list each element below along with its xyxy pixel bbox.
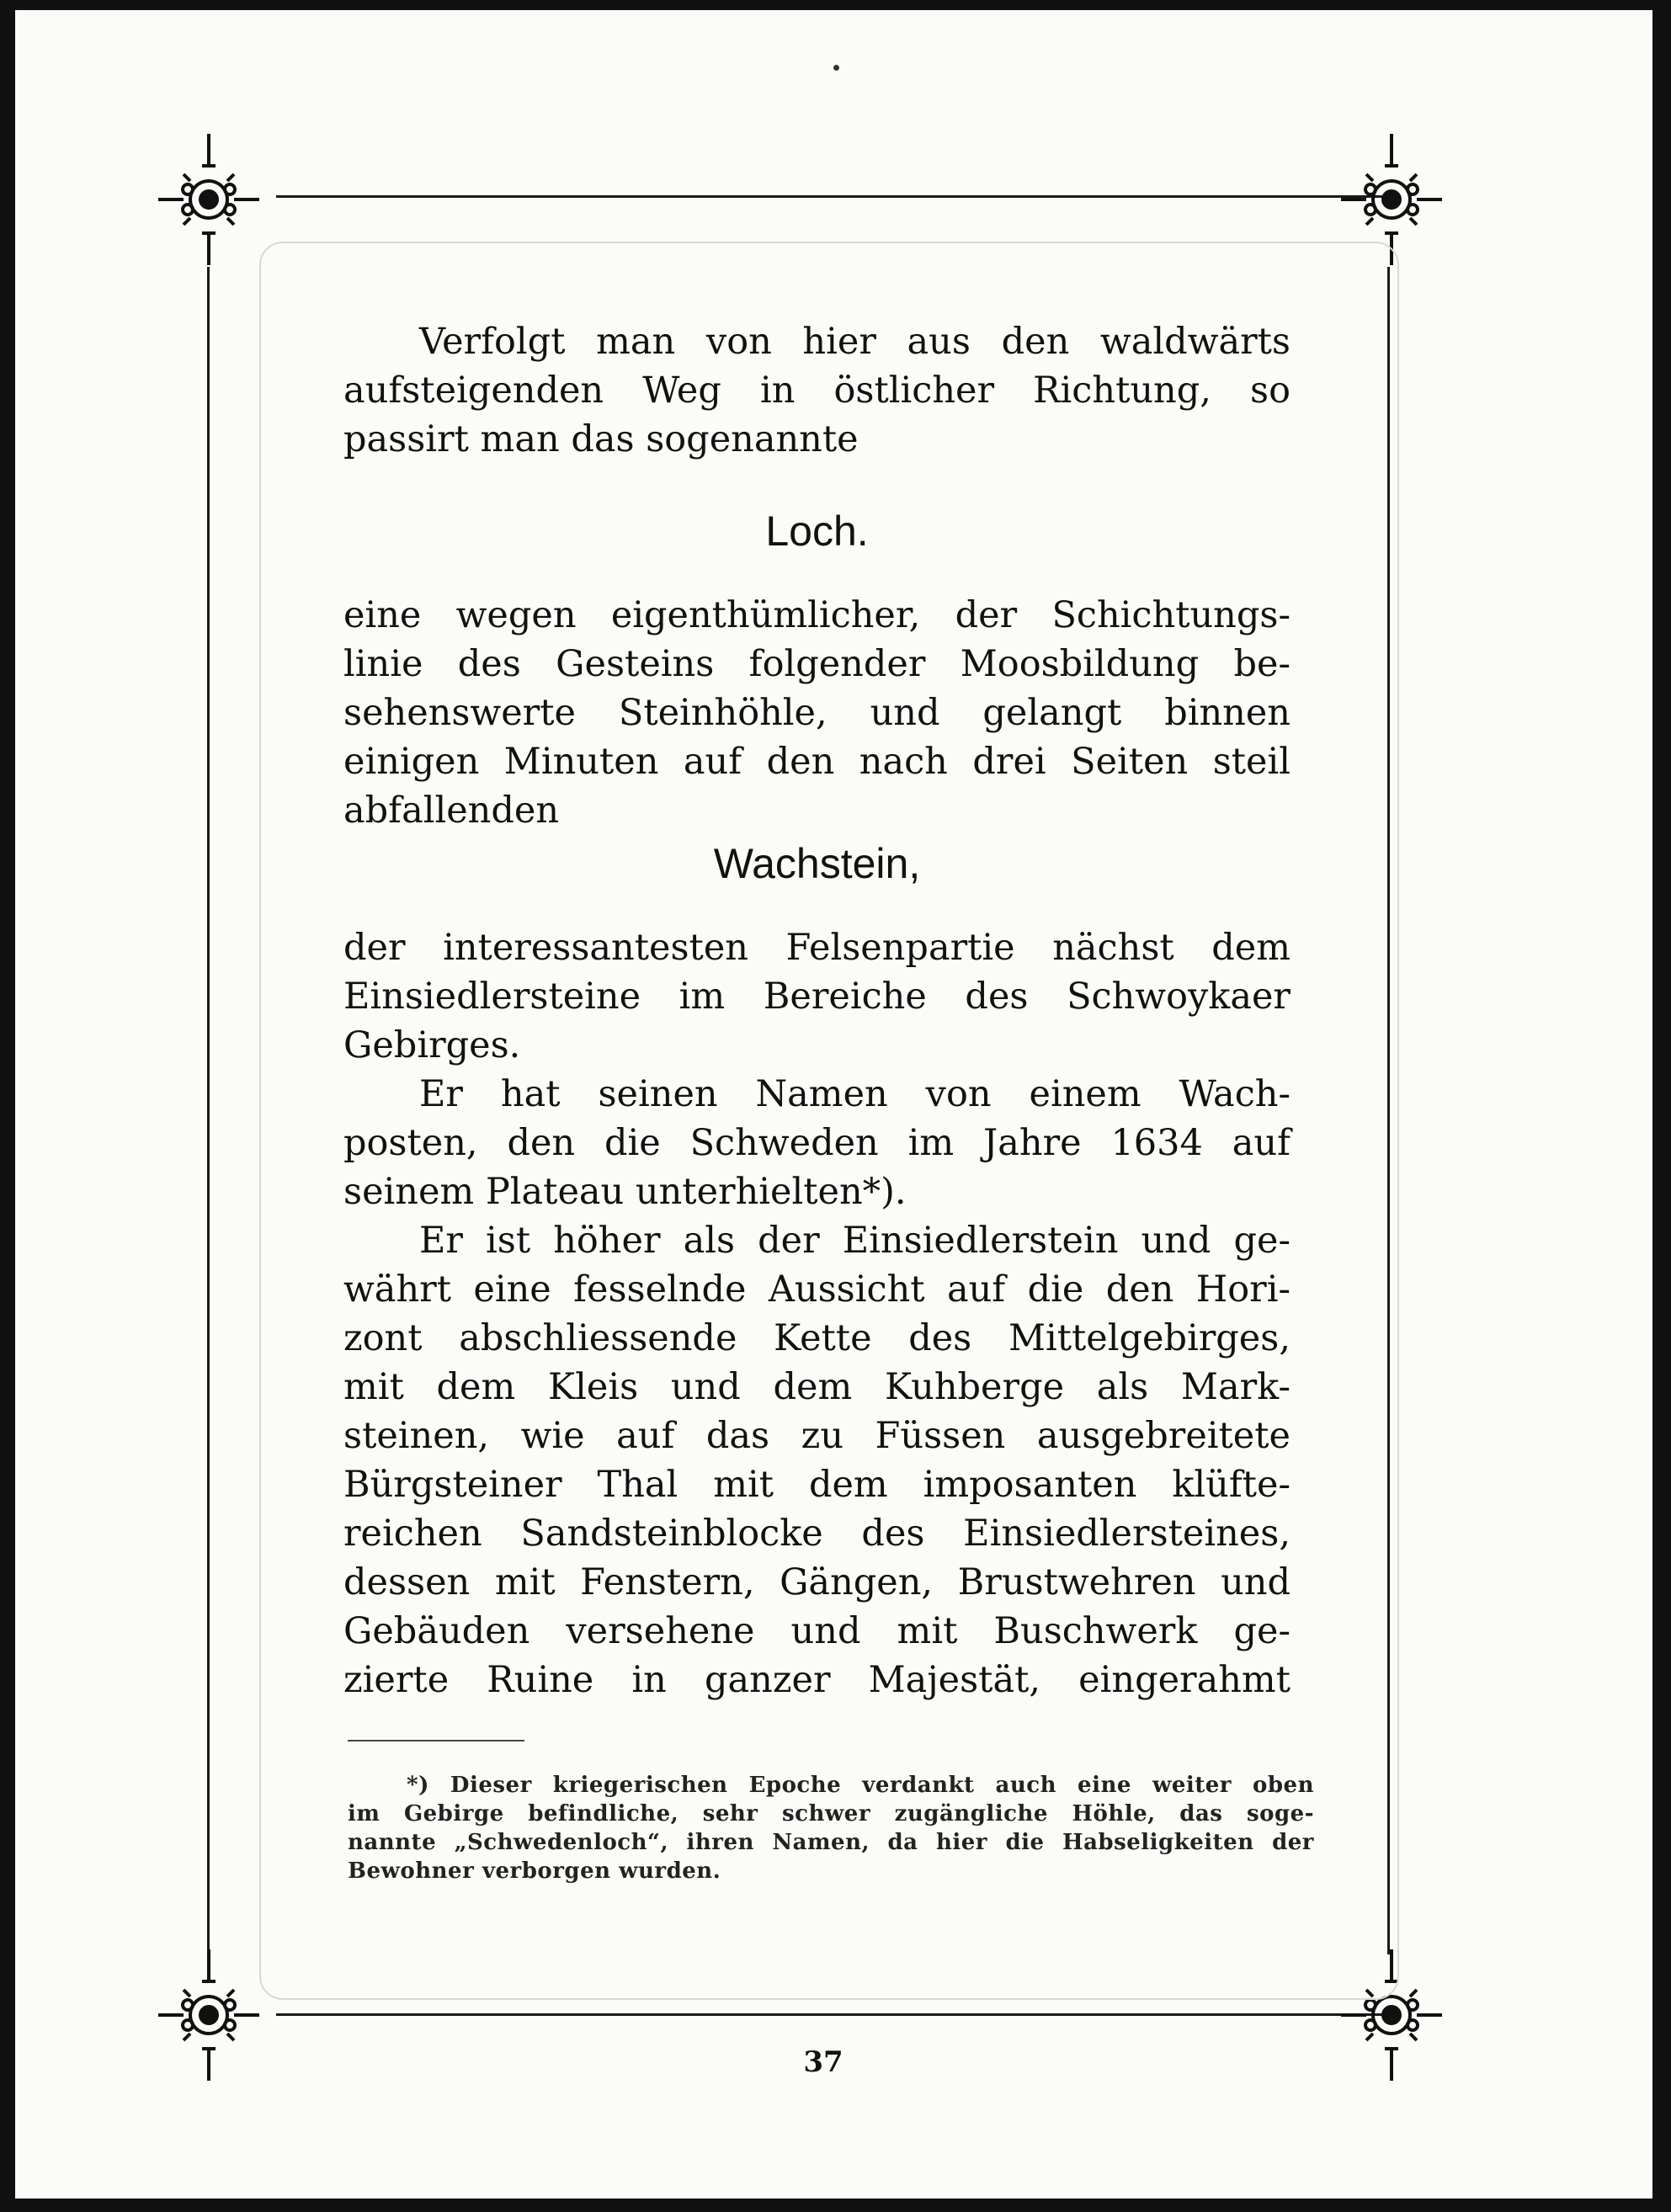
heading-wachstein: Wachstein, xyxy=(713,840,921,887)
text-line: zierte Ruine in ganzer Majestät, eingerahmt xyxy=(343,1659,1291,1701)
frame-left-line xyxy=(207,267,210,1954)
footnote-line: Bewohner verborgen wurden. xyxy=(348,1858,721,1884)
text-line: aufsteigenden Weg in östlicher Richtung, so xyxy=(343,370,1291,412)
text-line: Verfolgt man von hier aus den waldwärts xyxy=(419,321,1291,363)
footnote-line: nannte „Schwedenloch“, ihren Namen, da hier die Habseligkeiten der xyxy=(348,1830,1314,1855)
book-page xyxy=(15,10,1652,2199)
wachstein-paragraph xyxy=(343,923,1291,1070)
text-line: mit dem Kleis und dem Kuhberge als Mark- xyxy=(343,1366,1291,1408)
text-line: seinem Plateau unterhielten*). xyxy=(343,1171,907,1213)
text-line: Er ist höher als der Einsiedlerstein und ge- xyxy=(419,1220,1291,1262)
text-line: Gebirges. xyxy=(343,1024,521,1066)
text-line: einigen Minuten auf den nach drei Seiten steil xyxy=(343,741,1291,783)
text-line: zont abschliessende Kette des Mittelgebirges, xyxy=(343,1317,1291,1359)
text-line: Er hat seinen Namen von einem Wach- xyxy=(419,1073,1291,1115)
text-line: Einsiedlersteine im Bereiche des Schwoykaer xyxy=(343,976,1291,1018)
footnote-rule xyxy=(348,1740,524,1741)
text-line: linie des Gesteins folgender Moosbildung be- xyxy=(343,643,1291,685)
text-line: Bürgsteiner Thal mit dem imposanten klüfte- xyxy=(343,1464,1291,1506)
text-line: sehenswerte Steinhöhle, und gelangt binnen xyxy=(343,692,1291,734)
text-line: abfallenden xyxy=(343,790,560,832)
view-paragraph xyxy=(343,1216,1291,1704)
text-line: der interessantesten Felsenpartie nächst dem xyxy=(343,927,1291,969)
footnote-line: im Gebirge befindliche, sehr schwer zugängliche Höhle, das soge- xyxy=(348,1801,1314,1826)
frame-bottom-line xyxy=(276,2013,1383,2016)
ink-speck xyxy=(833,65,839,71)
name-paragraph xyxy=(343,1070,1291,1216)
text-line: dessen mit Fenstern, Gängen, Brustwehren und xyxy=(343,1561,1291,1603)
page-number: 37 xyxy=(803,2045,843,2079)
text-line: passirt man das sogenannte xyxy=(343,418,859,460)
text-line: posten, den die Schweden im Jahre 1634 auf xyxy=(343,1122,1291,1164)
corner-ornament-bottom-left-icon xyxy=(158,1948,259,2082)
heading-loch: Loch. xyxy=(765,508,869,555)
footnote xyxy=(348,1771,1314,1885)
text-line: reichen Sandsteinblocke des Einsiedlersteines, xyxy=(343,1513,1291,1555)
text-line: steinen, wie auf das zu Füssen ausgebreitete xyxy=(343,1415,1291,1457)
intro-paragraph xyxy=(343,317,1291,464)
loch-paragraph xyxy=(343,591,1291,835)
frame-top-line xyxy=(276,195,1383,198)
text-line: Gebäuden versehene und mit Buschwerk ge- xyxy=(343,1610,1291,1652)
text-line: eine wegen eigenthümlicher, der Schichtungs- xyxy=(343,594,1291,636)
corner-ornament-top-left-icon xyxy=(158,132,259,267)
footnote-line: *) Dieser kriegerischen Epoche verdankt auch eine weiter oben xyxy=(407,1773,1314,1798)
text-line: währt eine fesselnde Aussicht auf die den Hori- xyxy=(343,1268,1291,1311)
